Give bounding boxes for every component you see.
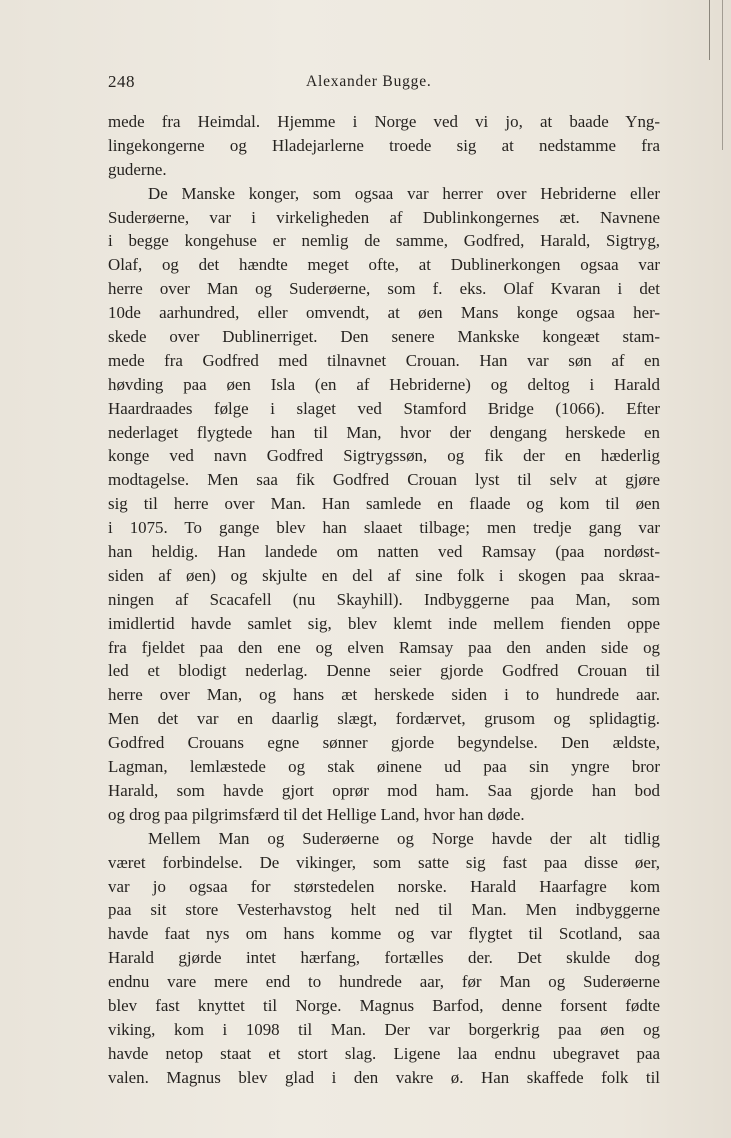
text-line: De Manske konger, som ogsaa var herrer over Hebriderne eller	[148, 183, 660, 203]
text-line: var jo ogsaa for størstedelen norske. Harald Haarfagre kom	[108, 876, 660, 896]
text-line: i begge kongehuse er nemlig de samme, Godfred, Harald, Sigtryg,	[108, 231, 660, 251]
text-line: mede fra Heimdal. Hjemme i Norge ved vi jo, at baade Yng-	[108, 112, 660, 131]
text-line: valen. Magnus blev glad i den vakre ø. Han skaffede folk til	[108, 1067, 660, 1087]
body-text	[108, 110, 660, 1090]
text-line: nederlaget flygtede han til Man, hvor der dengang herskede en	[108, 422, 660, 442]
text-line: Godfred Crouans egne sønner gjorde begyndelse. Den ældste,	[108, 733, 660, 753]
text-line: 10de aarhundred, eller omvendt, at øen Mans konge ogsaa her-	[108, 303, 660, 323]
text-line: skede over Dublinerriget. Den senere Mankske kongeæt stam-	[108, 327, 660, 347]
text-line: Mellem Man og Suderøerne og Norge havde der alt tidlig	[148, 828, 660, 848]
text-line: og drog paa pilgrimsfærd til det Hellige Land, hvor han døde.	[108, 804, 525, 824]
text-line: blev fast knyttet til Norge. Magnus Barfod, denne forsent fødte	[108, 995, 660, 1015]
text-line: sig til herre over Man. Han samlede en flaade og kom til øen	[108, 494, 660, 514]
text-line: endnu vare mere end to hundrede aar, før Man og Suderøerne	[108, 972, 660, 992]
page-edge-line	[709, 0, 710, 60]
text-line: herre over Man og Suderøerne, som f. eks. Olaf Kvaran i det	[108, 279, 660, 299]
text-line: ningen af Scacafell (nu Skayhill). Indbyggerne paa Man, som	[108, 589, 660, 609]
text-line: Men det var en daarlig slægt, fordærvet, grusom og splidagtig.	[108, 709, 660, 729]
page-number: 248	[108, 72, 135, 91]
text-line: Olaf, og det hændte meget ofte, at Dublinerkongen ogsaa var	[108, 255, 660, 275]
text-line: viking, kom i 1098 til Man. Der var borgerkrig paa øen og	[108, 1019, 660, 1039]
text-line: fra fjeldet paa den ene og elven Ramsay paa den anden side og	[108, 637, 660, 657]
text-line: Lagman, lemlæstede og stak øinene ud paa sin yngre bror	[108, 757, 660, 777]
text-line: Harald, som havde gjort oprør mod ham. Saa gjorde han bod	[108, 780, 660, 800]
text-line: mede fra Godfred med tilnavnet Crouan. Han var søn af en	[108, 350, 660, 370]
text-line: han heldig. Han landede om natten ved Ramsay (paa nordøst-	[108, 542, 660, 562]
text-line: guderne.	[108, 159, 167, 179]
text-line: siden af øen) og skjulte en del af sine folk i skogen paa skraa-	[108, 565, 660, 585]
text-line: herre over Man, og hans æt herskede siden i to hundrede aar.	[108, 685, 660, 705]
page-edge-line	[722, 0, 723, 150]
text-line: i 1075. To gange blev han slaaet tilbage; men tredje gang var	[108, 518, 660, 538]
text-line: led et blodigt nederlag. Denne seier gjorde Godfred Crouan til	[108, 661, 660, 681]
text-line: konge ved navn Godfred Sigtrygssøn, og fik der en hæderlig	[108, 446, 660, 466]
text-line: paa sit store Vesterhavstog helt ned til Man. Men indbyggerne	[108, 900, 660, 920]
text-line: Suderøerne, var i virkeligheden af Dublinkongernes æt. Navnene	[108, 207, 660, 227]
text-line: Harald gjørde intet hærfang, fortælles der. Det skulde dog	[108, 948, 660, 968]
text-line: Haardraades følge i slaget ved Stamford Bridge (1066). Efter	[108, 398, 660, 418]
text-line: havde faat nys om hans komme og var flygtet til Scotland, saa	[108, 924, 660, 944]
text-line: lingekongerne og Hladejarlerne troede sig at nedstamme fra	[108, 135, 660, 155]
text-line: modtagelse. Men saa fik Godfred Crouan lyst til selv at gjøre	[108, 470, 660, 490]
text-line: havde netop staat et stort slag. Ligene laa endnu ubegravet paa	[108, 1043, 660, 1063]
text-line: været forbindelse. De vikinger, som satte sig fast paa disse øer,	[108, 852, 660, 872]
page-header	[108, 72, 660, 98]
text-line: imidlertid havde samlet sig, blev klemt inde mellem fienden oppe	[108, 613, 660, 633]
running-title: Alexander Bugge.	[306, 73, 432, 90]
text-line: høvding paa øen Isla (en af Hebriderne) og deltog i Harald	[108, 374, 660, 394]
